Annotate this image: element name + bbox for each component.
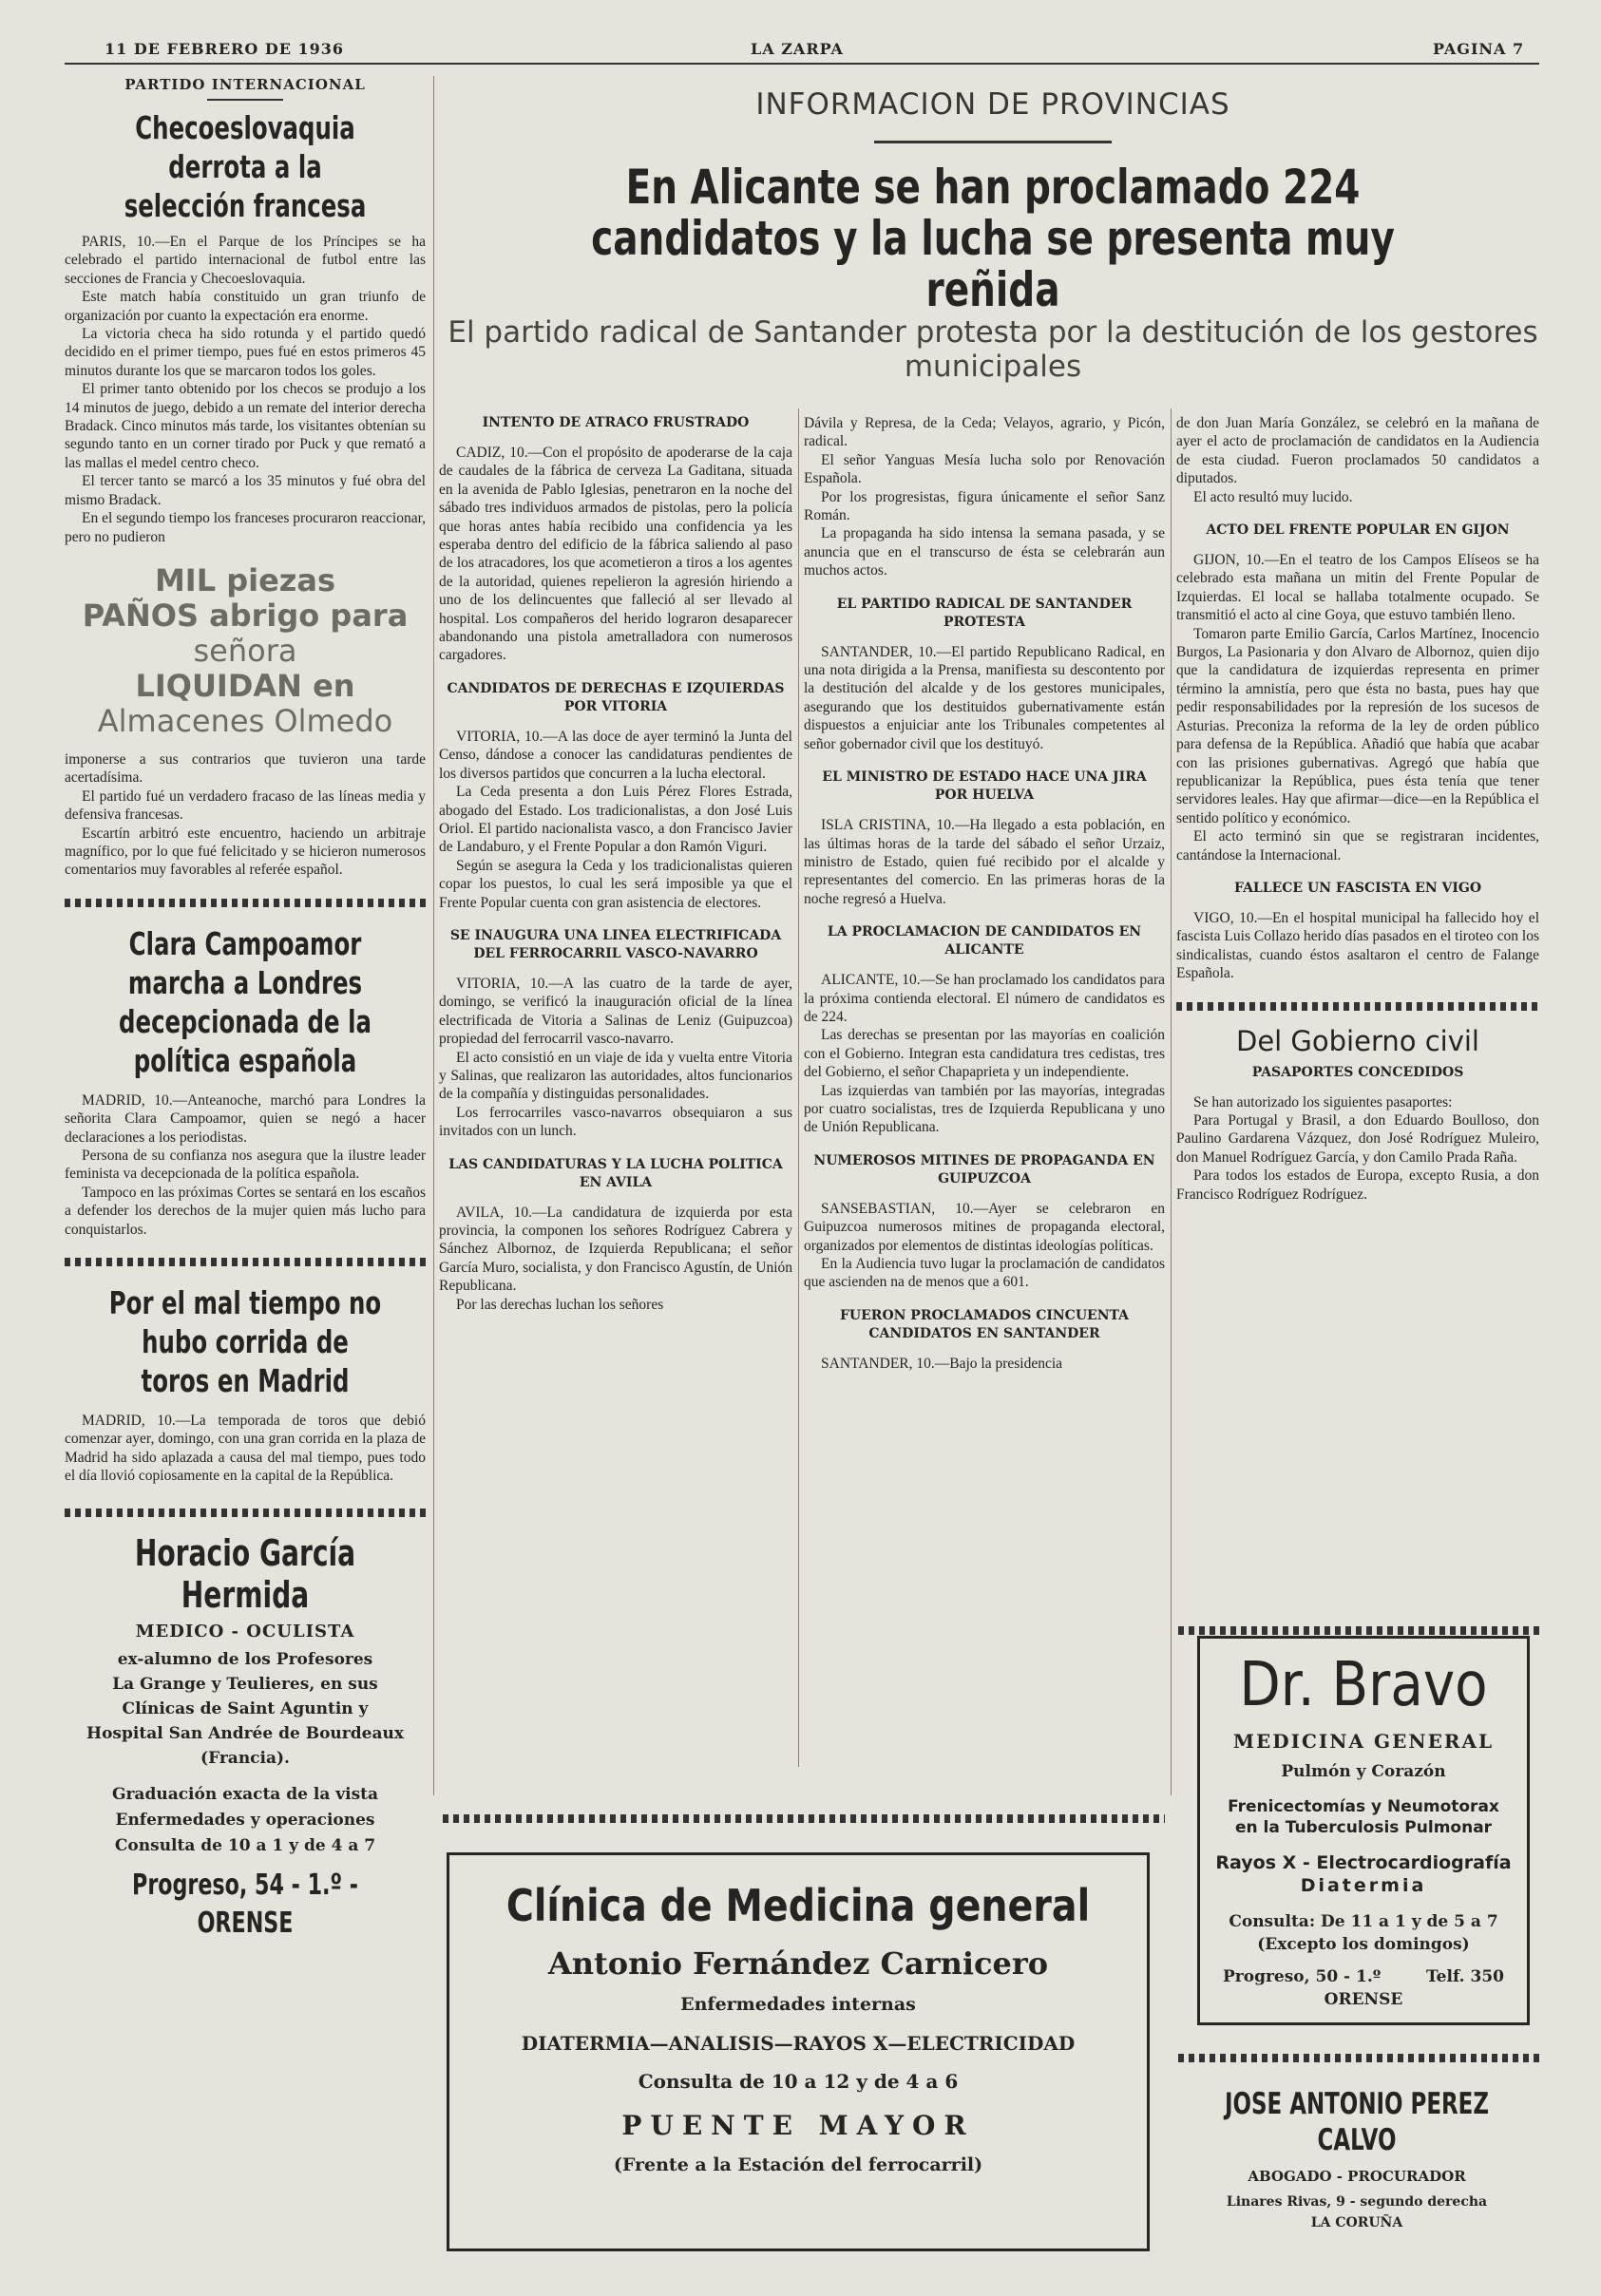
paragraph: El señor Yanguas Mesía lucha solo por Renovación Española. bbox=[804, 451, 1165, 487]
article-body bbox=[65, 1412, 426, 1486]
paragraph: VITORIA, 10.—A las doce de ayer terminó la Junta del Censo, dándose a conocer las candidaturas pendientes de los diversos partidos que concurren a la lucha electoral. bbox=[439, 728, 792, 782]
dotted-divider bbox=[65, 1258, 426, 1266]
ad-line: Graduación exacta de la vista bbox=[111, 1784, 379, 1804]
promo-box bbox=[65, 563, 426, 739]
ad-address: Progreso, 54 - 1.º - ORENSE bbox=[132, 1868, 358, 1940]
promo-line: Almacenes Olmedo bbox=[97, 702, 393, 739]
news-column-4 bbox=[1176, 414, 1539, 1204]
paragraph: GIJON, 10.—En el teatro de los Campos Elíseos se ha celebrado esta mañana un mitin del Frente Popular de Izquierdas. El local se hallaba totalmente ocupado. Se transmitió el acto al cine Goya, que estuvo también lleno. bbox=[1176, 552, 1539, 624]
news-subhead: PASAPORTES CONCEDIDOS bbox=[1251, 1064, 1464, 1080]
news-column-2 bbox=[439, 414, 792, 1314]
paragraph: Dávila y Represa, de la Ceda; Velayos, agrario, y Picón, radical. bbox=[804, 415, 1165, 450]
left-column bbox=[65, 76, 426, 1943]
masthead-page: PAGINA 7 bbox=[1433, 40, 1525, 58]
paragraph: Los ferrocarriles vasco-navarros obsequiaron a sus invitados con un lunch. bbox=[439, 1104, 792, 1140]
ad-clinic bbox=[447, 1852, 1150, 2251]
paragraph: AVILA, 10.—La candidatura de izquierda por esta provincia, la componen los señores Rodríguez Cabrera y Sánchez Albornoz, de Izquierda Republicana; el señor García Muro, socialista, y don Francisco Agustín, de Unión Republicana. bbox=[439, 1204, 792, 1295]
news-subhead: NUMEROSOS MITINES DE PROPAGANDA EN GUIPUZCOA bbox=[813, 1152, 1155, 1186]
bravo-name: Dr. Bravo bbox=[1239, 1650, 1488, 1720]
lawyer-role: ABOGADO - PROCURADOR bbox=[1248, 2168, 1466, 2185]
section-label: PARTIDO INTERNACIONAL bbox=[124, 76, 366, 93]
bravo-line: Frenicectomías y Neumotorax bbox=[1228, 1797, 1499, 1816]
paragraph: SANSEBASTIAN, 10.—Ayer se celebraron en Guipuzcoa numerosos mitines de propaganda electoral, organizados por elementos de distintas ideologías políticas. bbox=[804, 1200, 1165, 1254]
paragraph: La propaganda ha sido intensa la semana pasada, y se anuncia que en el transcurso de ésta se celebrarán aun muchos actos. bbox=[804, 525, 1165, 579]
paragraph: CADIZ, 10.—Con el propósito de apoderarse de la caja de caudales de la fábrica de cerveza La Gaditana, situada en la avenida de Pablo Iglesias, penetraron en la noche del sábado tres individuos armados de pistolas, pero la policía que horas antes había recibido una confidencia ya les esperaba dentro del edificio de la fábrica saliendo al paso de los atracadores, los que acometieron a tiros a los agentes de la autoridad, quienes repelieron la agresión hiriendo a uno de los delincuentes que falleció al ser llevado al hospital. Los compañeros del herido lograron desaparecer abandonando una pistola ametralladora con numerosos cargadores. bbox=[439, 445, 792, 664]
clinic-note: (Frente a la Estación del ferrocarril) bbox=[613, 2154, 983, 2175]
article-body bbox=[65, 1091, 426, 1239]
clinic-hours: Consulta de 10 a 12 y de 4 a 6 bbox=[638, 2070, 959, 2093]
masthead-paper: LA ZARPA bbox=[751, 40, 844, 58]
paragraph: Tomaron parte Emilio García, Carlos Martínez, Inocencio Burgos, La Pasionaria y don Alvaro de Albornoz, quien dijo que la candidatura de izquierdas representa en primer término la amnistía, pero que ésta no basta, pues hay que pedir responsabilidades por la represión de los sucesos de Asturias. Preconiza la reforma de la ley de orden público para defensa de la República. Añadió que había que acabar con las prisiones gubernativas. Agregó que había que republicanizar la República, pues ésta tenía que tener servidores leales. Hay que afirmar—dice—en la República el sentido político y económico. bbox=[1176, 625, 1539, 826]
ad-name: Horacio García Hermida bbox=[134, 1531, 356, 1616]
ad-line: Clínicas de Saint Aguntin y bbox=[122, 1698, 369, 1718]
article-body bbox=[65, 233, 426, 546]
paragraph: El acto consistió en un viaje de ida y vuelta entre Vitoria y Salinas, que realizaron las autoridades, altos funcionarios de la compañía y distinguidas personalidades. bbox=[439, 1049, 792, 1103]
paragraph: Las izquierdas van también por las mayorías, integradas por cuatro socialistas, tres de Izquierda Republicana y uno de Unión Republicana. bbox=[804, 1082, 1165, 1136]
promo-line: señora bbox=[193, 632, 297, 669]
paragraph: La Ceda presenta a don Luis Pérez Flores Estrada, abogado del Estado. Los tradicionalistas, a don José Luis Oriol. El partido nacionalista vasco, a don Francisco Javier de Landaburo, y el Frente Popular a don Ramón Viguri. bbox=[439, 784, 792, 856]
section-title: INFORMACION DE PROVINCIAS bbox=[755, 87, 1230, 122]
paragraph: SANTANDER, 10.—El partido Republicano Radical, en una nota dirigida a la Prensa, manifiesta su descontento por la destitución del alcalde y de los gestores municipales, asegurando que los destituidos gubernativamente están dispuestos a enjuiciar ante los Tribunales competentes al señor gobernador civil que los destituyó. bbox=[804, 643, 1165, 752]
paragraph: En la Audiencia tuvo lugar la proclamación de candidatos que ascienden na de menos que a 601. bbox=[804, 1256, 1165, 1291]
article-body bbox=[65, 750, 426, 880]
lawyer-address: Linares Rivas, 9 - segundo derecha bbox=[1226, 2194, 1488, 2210]
bravo-line: Rayos X - Electrocardiografía bbox=[1215, 1852, 1512, 1873]
masthead-rule bbox=[65, 63, 1539, 65]
bravo-specialty: MEDICINA GENERAL bbox=[1232, 1730, 1495, 1753]
ad-dr-bravo bbox=[1197, 1636, 1530, 2025]
paragraph: El primer tanto obtenido por los checos se produjo a los 14 minutos de juego, debido a un remate del interior derecha Bradack. Cinco minutos más tarde, los visitantes obtenían su segundo tanto en un corner tirado por Puck y que remató a las mallas el medel centro checo. bbox=[65, 381, 426, 471]
paragraph: SANTANDER, 10.—Bajo la presidencia bbox=[821, 1355, 1063, 1372]
news-column-3 bbox=[804, 414, 1165, 1373]
paragraph: MADRID, 10.—Anteanoche, marchó para Londres la señorita Clara Campoamor, quien se negó a hacer declaraciones a los periodistas. bbox=[65, 1091, 426, 1146]
lawyer-city: LA CORUÑA bbox=[1310, 2215, 1403, 2230]
ad-line: Hospital San Andrée de Bourdeaux (Francia). bbox=[86, 1723, 404, 1768]
bravo-phone: Telf. 350 bbox=[1425, 1967, 1504, 1986]
clinic-services: DIATERMIA—ANALISIS—RAYOS X—ELECTRICIDAD bbox=[521, 2032, 1076, 2055]
paragraph: ISLA CRISTINA, 10.—Ha llegado a esta población, en las últimas horas de la tarde del sábado el señor Urzaiz, ministro de Estado, quien fué recibido por el alcalde y representantes del comercio. En las primeras horas de la noche regresó a Huelva. bbox=[804, 817, 1165, 907]
paragraph: ALICANTE, 10.—Se han proclamado los candidatos para la próxima contienda electoral. El número de candidatos es de 224. bbox=[804, 972, 1165, 1025]
paragraph: Para Portugal y Brasil, a don Eduardo Boulloso, don Paulino Gardarena Vázquez, don José Rodríguez Muleiro, don Manuel Rodríguez García, y don Camilo Prada Raña. bbox=[1176, 1111, 1539, 1166]
paragraph: El acto resultó muy lucido. bbox=[1193, 488, 1353, 505]
ad-line: Enfermedades y operaciones bbox=[115, 1810, 375, 1830]
ad-role: MEDICO - OCULISTA bbox=[135, 1621, 355, 1641]
dotted-divider bbox=[1178, 1626, 1539, 1635]
news-subhead: CANDIDATOS DE DERECHAS E IZQUIERDAS POR VITORIA bbox=[447, 680, 785, 714]
paragraph: Persona de su confianza nos asegura que la ilustre leader feminista va decepcionada de la política española. bbox=[65, 1147, 426, 1183]
news-subhead: EL PARTIDO RADICAL DE SANTANDER PROTESTA bbox=[836, 596, 1133, 630]
news-subhead: FALLECE UN FASCISTA EN VIGO bbox=[1233, 880, 1482, 896]
paragraph: VITORIA, 10.—A las cuatro de la tarde de ayer, domingo, se verificó la inauguración oficial de la línea electrificada de Vitoria a Salinas de Leniz (Guipuzcoa) propiedad del ferrocarril vasco-navarro. bbox=[439, 975, 792, 1048]
article-headline: Por el mal tiempo no hubo corrida de toros en Madrid bbox=[108, 1284, 382, 1399]
bravo-specialty-2: Pulmón y Corazón bbox=[1281, 1762, 1446, 1781]
clinic-place: PUENTE MAYOR bbox=[621, 2110, 975, 2141]
ad-line: ex-alumno de los Profesores bbox=[117, 1649, 373, 1669]
paragraph: VIGO, 10.—En el hospital municipal ha fallecido hoy el fascista Luis Collazo herido días pasados en el tiroteo con los sindicalistas, cuando éstos asaltaron el centro de Falange Española. bbox=[1176, 909, 1539, 982]
paragraph: Se han autorizado los siguientes pasaportes: bbox=[1193, 1093, 1453, 1110]
promo-line: PAÑOS abrigo para bbox=[82, 597, 409, 634]
lawyer-name: JOSE ANTONIO PEREZ CALVO bbox=[1224, 2087, 1489, 2157]
paragraph: Las derechas se presentan por las mayorías en coalición con el Gobierno. Integran esta candidatura tres cedistas, tres del Gobierno, el señor Chapaprieta y un independiente. bbox=[804, 1027, 1165, 1081]
dotted-divider bbox=[443, 1814, 1165, 1823]
main-headline: En Alicante se han proclamado 224 candidatos y la lucha se presenta muy reñida bbox=[591, 160, 1395, 317]
paragraph: PARIS, 10.—En el Parque de los Príncipes se ha celebrado el partido internacional de futbol entre las secciones de Francia y Checoeslovaquia. bbox=[65, 234, 426, 287]
section-rule bbox=[874, 141, 1112, 143]
column-rule bbox=[1171, 408, 1172, 1795]
news-subhead: FUERON PROCLAMADOS CINCUENTA CANDIDATOS EN SANTANDER bbox=[839, 1307, 1130, 1341]
news-subhead: LAS CANDIDATURAS Y LA LUCHA POLITICA EN AVILA bbox=[448, 1156, 783, 1190]
dotted-divider bbox=[1178, 2054, 1539, 2062]
article-headline: Clara Campoamor marcha a Londres decepcionada de la política española bbox=[119, 924, 372, 1079]
bravo-address: Progreso, 50 - 1.º bbox=[1223, 1967, 1382, 1986]
paragraph: El tercer tanto se marcó a los 35 minutos y fué obra del mismo Bradack. bbox=[65, 473, 426, 508]
masthead-date: 11 DE FEBRERO DE 1936 bbox=[105, 40, 345, 58]
promo-line: MIL piezas bbox=[154, 561, 336, 598]
ad-line: La Grange y Teulieres, en sus bbox=[112, 1674, 378, 1694]
paragraph: Este match había constituido un gran triunfo de organización por cuanto la expectación era enorme. bbox=[65, 289, 426, 324]
paragraph: de don Juan María González, se celebró en la mañana de ayer el acto de proclamación de candidatos en la Audiencia de esta ciudad. Fueron proclamados 50 candidatos a diputados. bbox=[1176, 415, 1539, 487]
bravo-line: en la Tuberculosis Pulmonar bbox=[1234, 1818, 1493, 1837]
news-subhead: SE INAUGURA UNA LINEA ELECTRIFICADA DEL FERROCARRIL VASCO-NAVARRO bbox=[449, 927, 782, 961]
article-headline: Checoeslovaquia derrota a la selección francesa bbox=[124, 109, 367, 224]
bravo-city: ORENSE bbox=[1324, 1990, 1403, 2009]
dotted-divider bbox=[65, 899, 426, 907]
clinic-specialty: Enfermedades internas bbox=[680, 1994, 916, 2015]
paragraph: El acto terminó sin que se registraran incidentes, cantándose la Internacional. bbox=[1176, 828, 1539, 863]
gobierno-title: Del Gobierno civil bbox=[1235, 1024, 1479, 1057]
ad-lawyer bbox=[1174, 2086, 1539, 2230]
bravo-line: Consulta: De 11 a 1 y de 5 a 7 bbox=[1229, 1912, 1498, 1931]
news-subhead: ACTO DEL FRENTE POPULAR EN GIJON bbox=[1206, 522, 1510, 539]
clinic-doctor: Antonio Fernández Carnicero bbox=[547, 1945, 1049, 1982]
news-subhead: LA PROCLAMACION DE CANDIDATOS EN ALICANTE bbox=[827, 924, 1142, 958]
ad-line: Consulta de 10 a 1 y de 4 a 7 bbox=[114, 1835, 376, 1855]
paragraph: Para todos los estados de Europa, excepto Rusia, a don Francisco Rodríguez Rodríguez. bbox=[1176, 1167, 1539, 1203]
main-subheadline: El partido radical de Santander protesta por la destitución de los gestores municipales bbox=[448, 315, 1538, 384]
paragraph: El partido fué un verdadero fracaso de las líneas media y defensiva francesas. bbox=[65, 787, 426, 824]
promo-line: LIQUIDAN en bbox=[135, 667, 355, 704]
column-rule bbox=[433, 76, 434, 1795]
paragraph: En el segundo tiempo los franceses procuraron reaccionar, pero no pudieron bbox=[65, 510, 426, 545]
paragraph: Tampoco en las próximas Cortes se sentará en los escaños a defender los derechos de la mujer quien más lucho para conquistarlos. bbox=[65, 1184, 426, 1238]
bravo-line: (Excepto los domingos) bbox=[1257, 1935, 1470, 1954]
paragraph: MADRID, 10.—La temporada de toros que debió comenzar ayer, domingo, con una gran corrida en la plaza de Madrid ha sido aplazada a causa del mal tiempo, pues todo el día llovió copiosamente en la capital de la República. bbox=[65, 1413, 426, 1485]
bravo-line: Diatermia bbox=[1300, 1875, 1427, 1896]
news-subhead: INTENTO DE ATRACO FRUSTRADO bbox=[482, 415, 750, 430]
paragraph: La victoria checa ha sido rotunda y el partido quedó decidido en el primer tiempo, pues fué en estos primeros 45 minutos durante los que se marcaron todos los goles. bbox=[65, 326, 426, 379]
paragraph: Según se asegura la Ceda y los tradicionalistas quieren copar los puestos, lo cual les será imposible ya que el Frente Popular cuenta con gran asistencia de electores. bbox=[439, 857, 792, 911]
paragraph: Escartín arbitró este encuentro, haciendo un arbitraje magnífico, por lo que fué felicitado y se hicieron numerosos comentarios muy favorables al referée español. bbox=[65, 825, 426, 879]
paragraph: imponerse a sus contrarios que tuvieron una tarde acertadísima. bbox=[65, 750, 426, 787]
column-rule bbox=[798, 408, 799, 1767]
clinic-title: Clínica de Medicina general bbox=[505, 1880, 1091, 1931]
news-subhead: EL MINISTRO DE ESTADO HACE UNA JIRA POR HUELVA bbox=[822, 769, 1147, 804]
dotted-divider bbox=[65, 1509, 426, 1517]
paragraph: Por los progresistas, figura únicamente el señor Sanz Román. bbox=[804, 488, 1165, 524]
paragraph: Por las derechas luchan los señores bbox=[456, 1296, 664, 1313]
dotted-divider bbox=[1176, 1002, 1539, 1011]
ad-oculist bbox=[65, 1532, 426, 1943]
